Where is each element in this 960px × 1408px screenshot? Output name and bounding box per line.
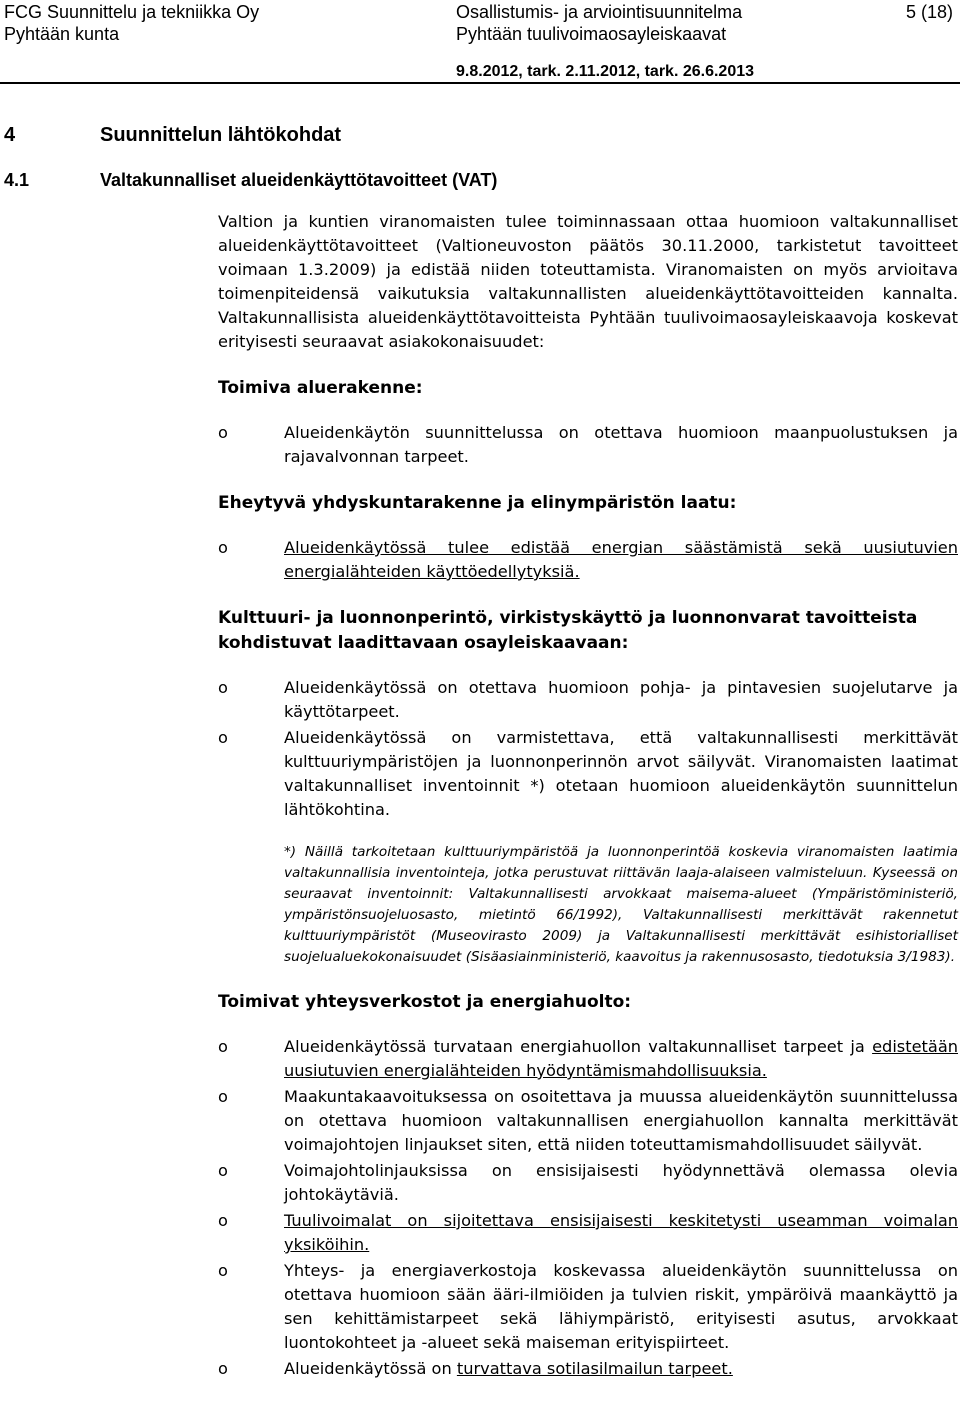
header-doc-title: Osallistumis- ja arviointisuunnitelma [456,2,743,22]
list-item: o Alueidenkäytössä on turvattava sotilasilmailun tarpeet. [218,1357,958,1381]
list-item: o Maakuntakaavoituksessa on osoitettava ja muussa alueidenkäytön suunnittelussa on otettava huomioon valtakunnallisen energiahuollon kannalta merkittävät voimajohtojen linjaukset siten, että niiden toteuttamismahdollisuudet säilyvät. [218,1087,958,1154]
section-heading [4,124,341,147]
bullet-marker: o [218,1261,228,1280]
bullet-marker: o [218,1211,228,1230]
group-title-eheytyva-yhdyskuntarakenne: Eheytyvä yhdyskuntarakenne ja elinympäristön laatu: [218,493,737,513]
footnote: *) Näillä tarkoitetaan kulttuuriympäristöä ja luonnonperintöä koskevia viranomaisten laatimia valtakunnallisia inventointeja, jotka perustuvat riittävän laaja-alaiseen valmisteluun. Kyseessä on seuraavat inventoinnit: Valtakunnallisesti arvokkaat maisema-alueet (Ympäristöministeriö, ympäristönsuojeluosasto, mietintö 66/1992), Valtakunnallisesti merkittävät rakennetut kulttuuriympäristöt (Museovirasto 2009) ja Valtakunnallisesti merkittävät esihistorialliset suojelualuekokonaisuudet (Sisäasiainministeriö, kaavoitus ja rakennusosasto, tiedotuksia 3/1983). [284,844,958,965]
header-rule [0,82,960,84]
subsection-number: 4.1 [4,170,30,190]
document-body [218,210,958,1383]
header-municipality: Pyhtään kunta [4,24,120,44]
group-title-kulttuuri-ja-luonnonperinto: Kulttuuri- ja luonnonperintö, virkistyskäyttö ja luonnonvarat tavoitteista kohdistuvat laadittavaan osayleiskaavaan: [218,608,918,653]
header-company: FCG Suunnittelu ja tekniikka Oy [4,2,260,22]
page-header [0,0,960,86]
group-title-yhteysverkostot-ja-energiahuolto: Toimivat yhteysverkostot ja energiahuolto: [218,992,632,1012]
bullet-marker: o [218,1161,228,1180]
intro-paragraph: Valtion ja kuntien viranomaisten tulee toiminnassaan ottaa huomioon valtakunnalliset alueidenkäyttötavoitteet (Valtioneuvoston päätös 30.11.2000, tarkistetut tavoitteet voimaan 1.3.2009) ja edistää niiden toteuttamista. Viranomaisten on myös arvioitava toimenpiteidensä vaikutuksia valtakunnallisten alueidenkäyttötavoitteiden kannalta. Valtakunnallisista alueidenkäyttötavoitteista Pyhtään tuulivoimaosayleiskaavoja koskevat erityisesti seuraavat asiakokonaisuudet: [218,212,958,351]
header-dates: 9.8.2012, tark. 2.11.2012, tark. 26.6.2013 [456,63,755,80]
bullet-marker: o [218,1359,228,1378]
list-item: o Alueidenkäytössä tulee edistää energian säästämistä sekä uusiutuvien energialähteiden käyttöedellytyksiä. [218,538,958,581]
bullet-marker: o [218,1087,228,1106]
group-title-toimiva-aluerakenne: Toimiva aluerakenne: [218,378,423,398]
bullet-marker: o [218,538,228,557]
subsection-title: Valtakunnalliset alueidenkäyttötavoitteet (VAT) [100,170,498,190]
section-title: Suunnittelun lähtökohdat [100,124,342,146]
header-page-number: 5 (18) [906,2,954,22]
bullet-marker: o [218,1037,228,1056]
list-item: o Alueidenkäytön suunnittelussa on otettava huomioon maanpuolustuksen ja rajavalvonnan tarpeet. [218,423,958,466]
bullet-list [218,676,958,822]
list-item: o Voimajohtolinjauksissa on ensisijaisesti hyödynnettävä olemassa olevia johtokäytäviä. [218,1161,958,1204]
bullet-marker: o [218,728,228,747]
list-item: o Alueidenkäytössä on varmistettava, että valtakunnallisesti merkittävät kulttuuriympäristöjen ja luonnonperinnön arvot säilyvät. Viranomaisten laatimat valtakunnalliset inventoinnit *) otetaan huomioon alueidenkäytön suunnittelun lähtökohtina. [218,728,958,819]
bullet-marker: o [218,678,228,697]
list-item: o Alueidenkäytössä turvataan energiahuollon valtakunnalliset tarpeet ja edistetään uusiutuvien energialähteiden hyödyntämismahdollisuuksia. [218,1037,958,1080]
subsection-heading [4,170,497,191]
section-number: 4 [4,124,16,146]
bullet-list [218,421,958,469]
list-item: o Yhteys- ja energiaverkostoja koskevassa alueidenkäytön suunnittelussa on otettava huomioon sään ääri-ilmiöiden ja tulvien riskit, ympäröivä maankäyttö ja sen kehittämistarpeet sekä lähiympäristö, erityisesti asutus, arvokkaat luontokohteet ja -alueet sekä maiseman erityispiirteet. [218,1261,958,1352]
list-item: o Tuulivoimalat on sijoitettava ensisijaisesti keskitetysti useamman voimalan yksiköihin. [218,1211,958,1254]
bullet-marker: o [218,423,228,442]
bullet-list [218,1035,958,1381]
header-project: Pyhtään tuulivoimaosayleiskaavat [456,24,727,44]
bullet-list [218,536,958,584]
list-item: o Alueidenkäytössä on otettava huomioon pohja- ja pintavesien suojelutarve ja käyttötarpeet. [218,678,958,721]
